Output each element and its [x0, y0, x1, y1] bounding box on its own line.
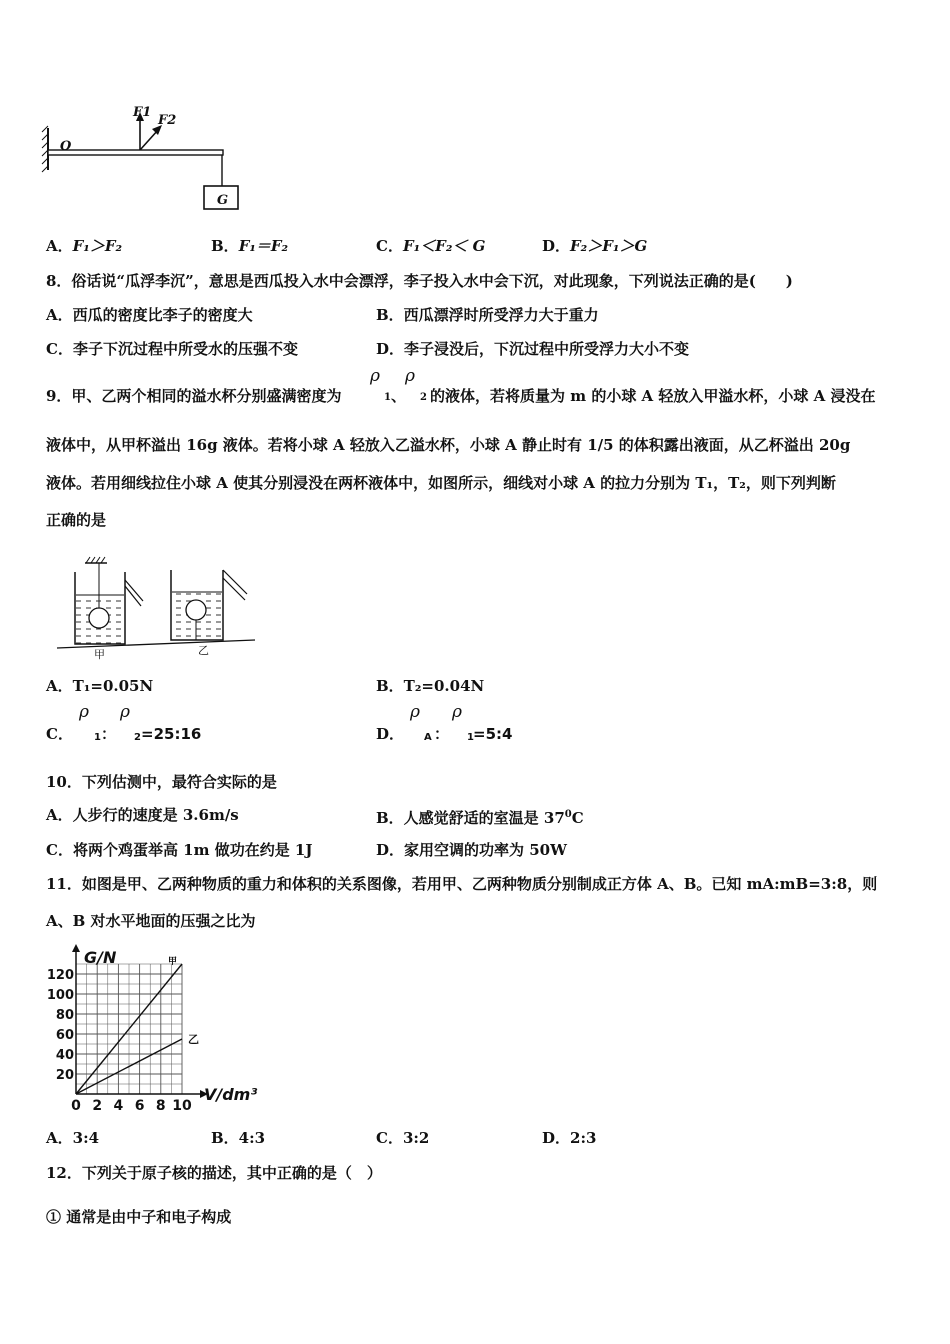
- q11-option-a[interactable]: A．3:4: [46, 1129, 100, 1147]
- q7-option-d[interactable]: D．F₂＞F₁＞G: [542, 237, 648, 255]
- y-tick-label: 100: [46, 988, 74, 1003]
- q8-stem: 8．俗话说“瓜浮李沉”，意思是西瓜投入水中会漂浮，李子投入水中会下沉，对此现象，下列说法正确的是( ): [46, 272, 793, 290]
- q9-option-a[interactable]: A．T₁=0.05N: [46, 677, 154, 695]
- x-tick-label: 0: [71, 1098, 81, 1114]
- q9-sep: 、: [391, 387, 407, 405]
- q9-line1-a: 9．甲、乙两个相同的溢水杯分别盛满密度为: [46, 387, 342, 405]
- q10-option-a[interactable]: A．人步行的速度是 3.6m/s: [46, 806, 239, 824]
- q8-option-c[interactable]: C．李子下沉过程中所受水的压强不变: [46, 340, 298, 358]
- q11-option-b[interactable]: B．4:3: [211, 1129, 266, 1147]
- label-yi: 乙: [198, 644, 209, 657]
- rho-symbol: ρ: [405, 366, 415, 386]
- q7-option-c[interactable]: C．F₁＜F₂＜ G: [376, 237, 486, 255]
- q12-item-1: ① 通常是由中子和电子构成: [46, 1208, 232, 1226]
- y-tick-label: 120: [46, 968, 74, 983]
- label-g: G: [217, 193, 229, 208]
- q12-stem: 12．下列关于原子核的描述，其中正确的是（ ）: [46, 1164, 382, 1182]
- series-label-yi: 乙: [188, 1033, 199, 1046]
- q11-line2: A、B 对水平地面的压强之比为: [46, 912, 256, 930]
- f2-arrow: [140, 130, 158, 150]
- overflow-cups-figure: [55, 556, 260, 660]
- rho-sub-2: 2: [420, 392, 427, 403]
- q9-option-b[interactable]: B．T₂=0.04N: [376, 677, 485, 695]
- y-axis-arrow: [72, 944, 80, 952]
- rho-symbol: ρ: [370, 366, 380, 386]
- rho-sub-1: 1: [384, 392, 391, 403]
- q8-option-b[interactable]: B．西瓜漂浮时所受浮力大于重力: [376, 306, 599, 324]
- q9-line1-b: 的液体，若将质量为 m 的小球 A 轻放入甲溢水杯，小球 A 浸没在: [430, 387, 876, 405]
- label-o: O: [60, 139, 72, 154]
- y-tick-label: 40: [55, 1048, 74, 1063]
- q10-option-c[interactable]: C．将两个鸡蛋举高 1m 做功在约是 1J: [46, 841, 313, 859]
- q11-line1: 11．如图是甲、乙两种物质的重力和体积的关系图像，若用甲、乙两种物质分别制成正方体 A、B。已知 mA:mB=3:8，则: [46, 875, 878, 893]
- q8-option-d[interactable]: D．李子浸没后，下沉过程中所受浮力大小不变: [376, 340, 690, 358]
- q7-option-b[interactable]: B．F₁＝F₂: [211, 237, 289, 255]
- q10-stem: 10．下列估测中，最符合实际的是: [46, 773, 277, 791]
- y-tick-label: 80: [55, 1008, 74, 1023]
- q9-line3: 液体。若用细线拉住小球 A 使其分别浸没在两杯液体中，如图所示，细线对小球 A 的拉力分别为 T₁，T₂，则下列判断: [46, 474, 836, 492]
- x-tick-label: 8: [155, 1098, 166, 1114]
- q9-line4: 正确的是: [46, 511, 107, 529]
- x-axis-label: V/dm³: [204, 1085, 258, 1104]
- label-f2: F2: [158, 113, 177, 128]
- label-f1: F1: [133, 105, 152, 120]
- x-tick-label: 2: [92, 1098, 103, 1114]
- x-tick-label: 10: [172, 1098, 192, 1114]
- q10-option-b[interactable]: B．人感觉舒适的室温是 $37^0C$: [376, 809, 584, 827]
- y-tick-label: 60: [55, 1028, 74, 1043]
- q7-option-a[interactable]: A．F₁＞F₂: [46, 237, 123, 255]
- x-tick-label: 6: [134, 1098, 145, 1114]
- q8-option-a[interactable]: A．西瓜的密度比李子的密度大: [46, 306, 253, 324]
- rho-symbol: ρ: [120, 702, 130, 722]
- rho-symbol: ρ: [79, 702, 89, 722]
- y-tick-label: 20: [55, 1068, 74, 1083]
- x-tick-label: 4: [113, 1098, 124, 1114]
- label-jia: 甲: [94, 648, 105, 661]
- q10-option-d[interactable]: D．家用空调的功率为 50W: [376, 841, 567, 859]
- rho-symbol: ρ: [410, 702, 420, 722]
- q9-line2: 液体中，从甲杯溢出 16g 液体。若将小球 A 轻放入乙溢水杯，小球 A 静止时有 1/5 的体积露出液面，从乙杯溢出 20g: [46, 436, 851, 454]
- series-label-jia: 甲: [168, 957, 178, 967]
- y-axis-label: G/N: [84, 948, 117, 967]
- q11-option-d[interactable]: D．2:3: [542, 1129, 597, 1147]
- rho-symbol: ρ: [452, 702, 462, 722]
- gv-chart: [44, 944, 274, 1114]
- chart-labels: [84, 948, 257, 1104]
- q11-option-c[interactable]: C．3:2: [376, 1129, 430, 1147]
